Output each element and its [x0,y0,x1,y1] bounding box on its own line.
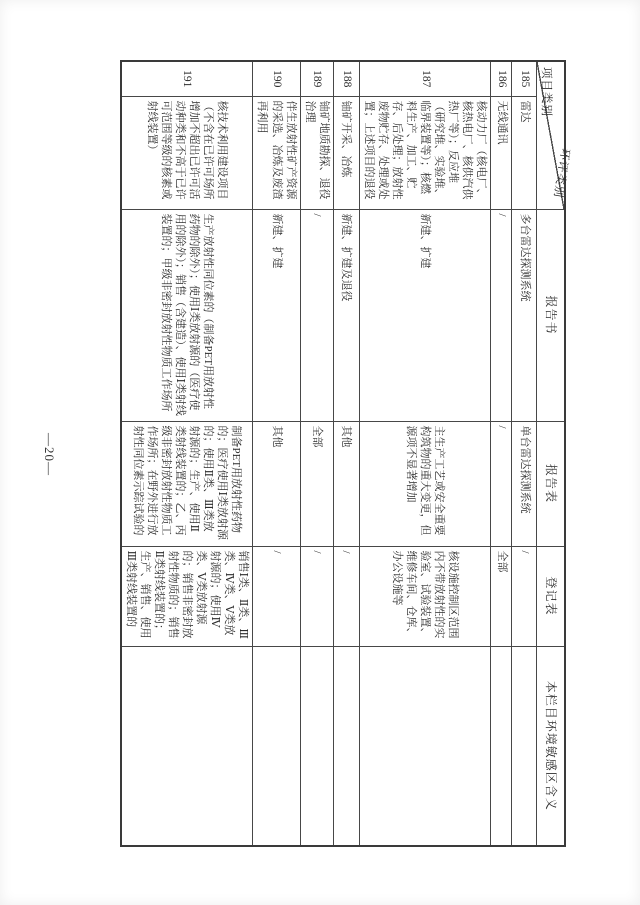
header-project-category: 项目类别 [540,67,553,117]
row-number: 186 [491,61,512,96]
category-cell: 核动力厂（核电厂、核热电厂、核供汽供热厂等）；反应堆（研究堆、实验堆、临界装置等）；核燃料生产、加工、贮存、后处理；放射性废物贮存、处理或处置；上述项目的退役 [359,96,491,209]
report-book-cell: 新建、扩建及退役 [333,209,359,421]
report-form-cell: 主生产工艺或安全重要构筑物的重大变更，但源项不显著增加 [359,421,491,546]
report-form-cell: 全部 [300,421,333,546]
row-number: 185 [512,61,537,96]
registration-form-cell: / [300,546,333,646]
report-book-cell: / [300,209,333,421]
registration-form-cell: 核设施控制区范围内不带放射性的实验室、试验装置、维修车间、仓库、办公设施等 [359,546,491,646]
page-number: —20— [42,433,57,476]
report-form-cell: 制备PET用放射性药物的；医疗使用Ⅰ类放射源的；使用Ⅱ类、Ⅲ类放射源的；生产、使用Ⅱ类射线装置的；乙、丙级非密封放射性物质工作场所；在野外进行放射性同位素示踪试验的 [121,421,253,546]
header-eia-category: 环评类别 [551,147,571,199]
table-row-191 [121,61,253,846]
sensitive-meaning-cell [512,646,537,846]
report-form-cell: 其他 [253,421,300,546]
category-cell: 雷达 [512,96,537,209]
report-book-cell: 多台雷达探测系统 [512,209,537,421]
classification-table-rotated [120,60,571,847]
sensitive-meaning-cell [333,646,359,846]
row-number: 190 [253,61,300,96]
category-cell: 伴生放射性矿产资源的采选、冶炼及废渣再利用 [253,96,300,209]
sensitive-meaning-cell [121,646,253,846]
classification-table [120,60,571,847]
category-cell: 铀矿开采、冶炼 [333,96,359,209]
sensitive-meaning-cell [253,646,300,846]
report-form-cell: 单台雷达探测系统 [512,421,537,546]
table-row-189 [300,61,333,846]
sensitive-meaning-cell [300,646,333,846]
report-book-cell: 新建、扩建 [253,209,300,421]
category-cell: 铀矿地质勘探、退役治理 [300,96,333,209]
row-number: 191 [121,61,253,96]
table-row-186 [491,61,512,846]
diagonal-header-cell [537,61,571,209]
header-report-form: 报告表 [537,421,565,546]
report-book-cell: / [491,209,512,421]
row-number: 188 [333,61,359,96]
report-book-cell: 生产放射性同位素的（制备PET用放射性药物的除外）；使用Ⅰ类放射源的（医疗使用的除外）；销售（含建造）、使用Ⅰ类射线装置的；甲级非密封放射性物质工作场所 [121,209,253,421]
header-registration-form: 登记表 [537,546,565,646]
category-cell: 核技术利用建设项目（不含在已许可场所增加不超出已许可活动种类和不高于已许可范围等级的核素或射线装置） [121,96,253,209]
table-row-188 [333,61,359,846]
row-number: 187 [359,61,491,96]
sensitive-meaning-cell [491,646,512,846]
registration-form-cell: / [253,546,300,646]
header-report-book: 报告书 [537,209,565,421]
category-cell: 无线通讯 [491,96,512,209]
report-book-cell: 新建、扩建 [359,209,491,421]
header-sensitive-meaning: 本栏目环境敏感区含义 [537,646,565,846]
report-form-cell: 其他 [333,421,359,546]
table-header-row [537,61,565,846]
table-row-185 [512,61,537,846]
registration-form-cell: 全部 [491,546,512,646]
sensitive-meaning-cell [359,646,491,846]
registration-form-cell: / [333,546,359,646]
registration-form-cell: / [512,546,537,646]
table-row-190 [253,61,300,846]
row-number: 189 [300,61,333,96]
report-form-cell: / [491,421,512,546]
registration-form-cell: 销售Ⅰ类、Ⅱ类、Ⅲ类、Ⅳ类、Ⅴ类放射源的；使用Ⅳ类、Ⅴ类放射源的；销售非密封放射性物质的；销售Ⅱ类射线装置的；生产、销售、使用Ⅲ类射线装置的 [121,546,253,646]
table-row-187 [359,61,491,846]
